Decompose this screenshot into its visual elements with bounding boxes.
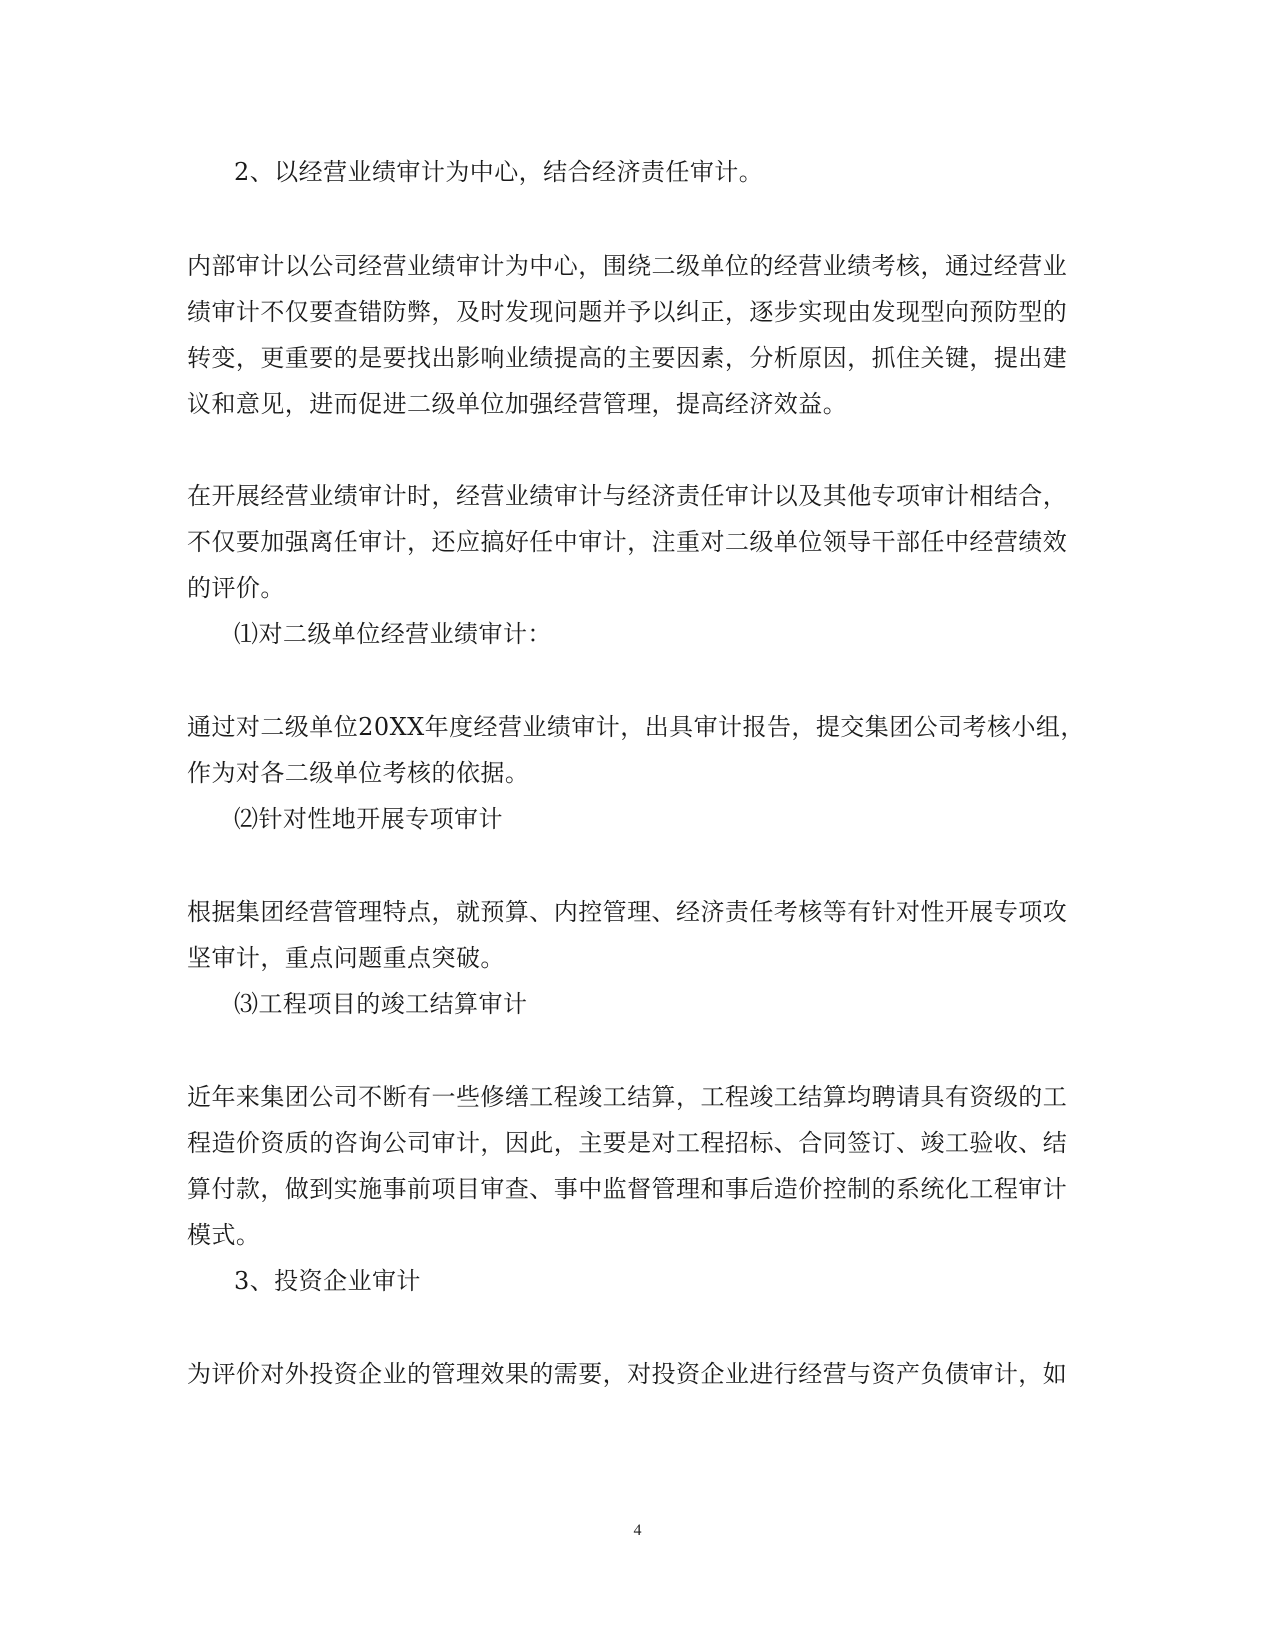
paragraph-line: 在开展经营业绩审计时，经营业绩审计与经济责任审计以及其他专项审计相结合， (187, 482, 1068, 510)
paragraph-line: 算付款，做到实施事前项目审查、事中监督管理和事后造价控制的系统化工程审计 (187, 1175, 1068, 1203)
subheading-1: ⑴对二级单位经营业绩审计： (234, 620, 552, 648)
subheading-2: ⑵针对性地开展专项审计 (234, 805, 503, 833)
paragraph-line: 议和意见，进而促进二级单位加强经营管理，提高经济效益。 (187, 390, 848, 418)
paragraph-line: 为评价对外投资企业的管理效果的需要，对投资企业进行经营与资产负债审计，如 (187, 1360, 1068, 1388)
page-number: 4 (633, 1522, 642, 1539)
paragraph-line: 程造价资质的咨询公司审计，因此，主要是对工程招标、合同签订、竣工验收、结 (187, 1129, 1068, 1157)
paragraph-line: 绩审计不仅要查错防弊，及时发现问题并予以纠正，逐步实现由发现型向预防型的 (187, 298, 1068, 326)
paragraph-line: 坚审计，重点问题重点突破。 (187, 944, 505, 972)
paragraph-line: 模式。 (187, 1221, 261, 1249)
subheading-3: ⑶工程项目的竣工结算审计 (234, 990, 528, 1018)
paragraph-line: 不仅要加强离任审计，还应搞好任中审计，注重对二级单位领导干部任中经营绩效 (187, 528, 1068, 556)
paragraph-line: 根据集团经营管理特点，就预算、内控管理、经济责任考核等有针对性开展专项攻 (187, 898, 1068, 926)
paragraph-line: 的评价。 (187, 574, 285, 602)
paragraph-line: 近年来集团公司不断有一些修缮工程竣工结算，工程竣工结算均聘请具有资级的工 (187, 1083, 1068, 1111)
section-heading-2: 2、以经营业绩审计为中心，结合经济责任审计。 (234, 158, 764, 186)
paragraph-line: 通过对二级单位20XX年度经营业绩审计，出具审计报告，提交集团公司考核小组， (187, 713, 1085, 741)
section-heading-3: 3、投资企业审计 (234, 1267, 421, 1295)
paragraph-line: 转变，更重要的是要找出影响业绩提高的主要因素，分析原因，抓住关键，提出建 (187, 344, 1068, 372)
paragraph-line: 内部审计以公司经营业绩审计为中心，围绕二级单位的经营业绩考核，通过经营业 (187, 252, 1068, 280)
paragraph-line: 作为对各二级单位考核的依据。 (187, 759, 530, 787)
